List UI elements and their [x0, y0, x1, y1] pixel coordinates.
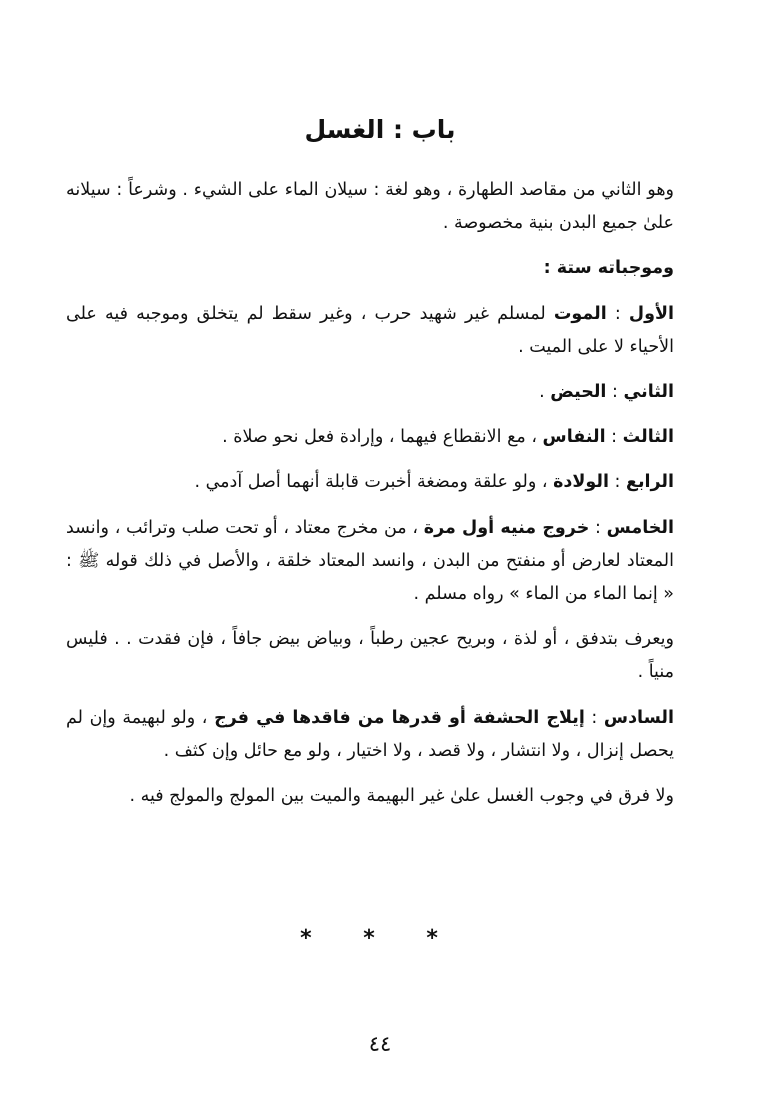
cause-fourth: الرابع : الولادة ، ولو علقة ومضغة أخبرت قابلة أنهما أصل آدمي . — [194, 472, 674, 493]
cause-fourth-label: الرابع — [626, 472, 674, 493]
cause-fifth-label: الخامس — [606, 517, 674, 538]
fifth-note: ويعرف بتدفق ، أو لذة ، وبريح عجين رطباً ، وبياض بيض جافاً ، فإن فقدت . . فليس منياً . — [66, 629, 674, 683]
cause-third-text: ، مع الانقطاع فيهما ، وإرادة فعل نحو صلاة . — [222, 427, 537, 448]
cause-first-label: الأول — [628, 303, 674, 324]
cause-second-term: الحيض — [550, 382, 607, 403]
cause-sixth-text: ، ولو لبهيمة وإن لم يحصل إنزال ، ولا انتشار ، ولا قصد ، ولا اختيار ، ولو مع حائل وإن كثف . — [66, 707, 674, 761]
cause-sixth-term: إيلاج الحشفة أو قدرها من فاقدها في فرج — [214, 707, 585, 728]
cause-third-term: النفاس — [542, 427, 606, 448]
cause-fifth-text: ، من مخرج معتاد ، أو تحت صلب وترائب ، وانسد المعتاد لعارض أو منفتح من البدن ، وانسد المعتاد خلقة ، والأصل في ذلك قوله ﷺ : « إنما الماء من الماء » رواه مسلم . — [66, 517, 674, 605]
causes-heading-text: وموجباته ستة : — [543, 258, 674, 279]
cause-first: الأول : الموت لمسلم غير شهيد حرب ، وغير سقط لم يتخلق وموجبه فيه على الأحياء لا على الميت . — [66, 303, 674, 357]
chapter-title: باب : الغسل — [304, 115, 456, 144]
cause-fourth-text: ، ولو علقة ومضغة أخبرت قابلة أنهما أصل آدمي . — [194, 472, 548, 493]
cause-fifth-term: خروج منيه أول مرة — [423, 517, 590, 538]
cause-second-label: الثاني — [623, 382, 674, 403]
causes-heading — [66, 252, 674, 285]
cause-first-term: الموت — [553, 303, 607, 324]
cause-third: الثالث : النفاس ، مع الانقطاع فيهما ، وإرادة فعل نحو صلاة . — [222, 427, 674, 448]
page-number: ٤٤ — [368, 1032, 392, 1056]
intro-paragraph: وهو الثاني من مقاصد الطهارة ، وهو لغة : سيلان الماء على الشيء . وشرعاً : سيلانه علىٰ جميع البدن بنية مخصوصة . — [66, 180, 674, 234]
closing-paragraph: ولا فرق في وجوب الغسل علىٰ غير البهيمة والميت بين المولج والمولج فيه . — [129, 786, 674, 807]
cause-sixth: السادس : إيلاج الحشفة أو قدرها من فاقدها في فرج ، ولو لبهيمة وإن لم يحصل إنزال ، ولا انتشار ، ولا قصد ، ولا اختيار ، ولو مع حائل وإن كثف . — [66, 707, 674, 761]
cause-first-text: لمسلم غير شهيد حرب ، وغير سقط لم يتخلق وموجبه فيه على الأحياء لا على الميت . — [66, 303, 674, 357]
cause-fourth-term: الولادة — [553, 472, 609, 493]
section-separator: * * * — [300, 926, 460, 951]
chapter-body — [66, 174, 674, 813]
cause-third-label: الثالث — [622, 427, 674, 448]
cause-sixth-label: السادس — [603, 707, 674, 728]
cause-fifth: الخامس : خروج منيه أول مرة ، من مخرج معتاد ، أو تحت صلب وترائب ، وانسد المعتاد لعارض أو منفتح من البدن ، وانسد المعتاد خلقة ، والأصل في ذلك قوله ﷺ : « إنما الماء من الماء » رواه مسلم . — [66, 517, 674, 605]
cause-second: الثاني : الحيض . — [539, 382, 674, 403]
